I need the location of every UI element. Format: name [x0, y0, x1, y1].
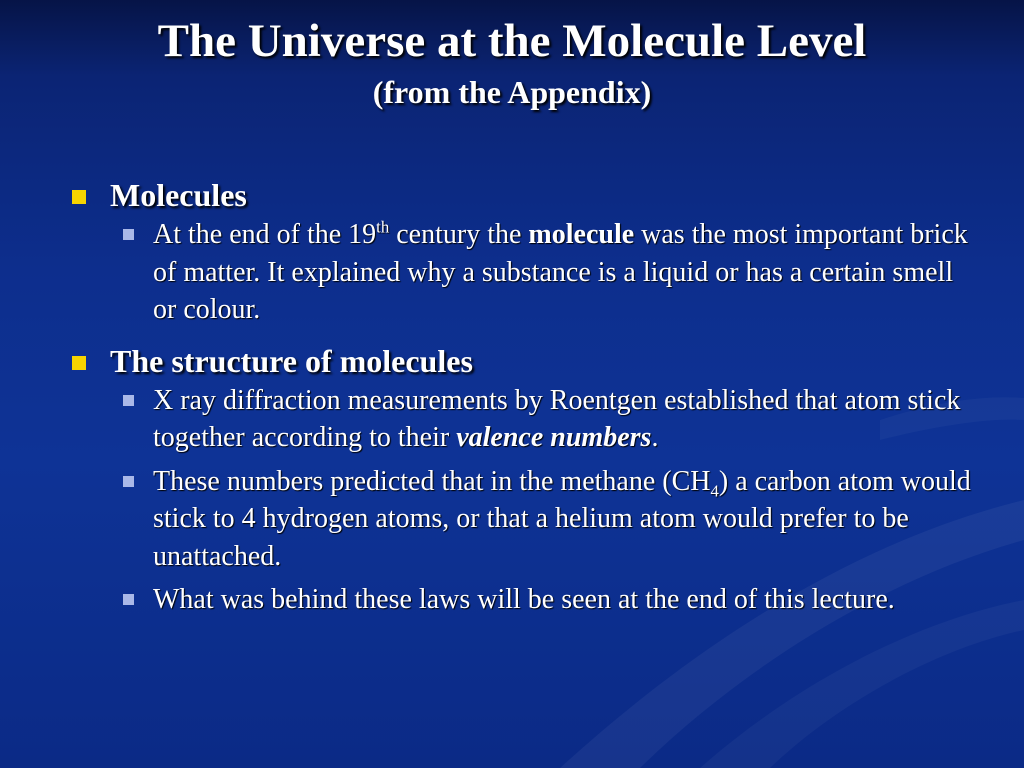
sub-bullet-end-of-lecture [153, 581, 973, 619]
square-bullet-icon [72, 190, 86, 204]
slide-subtitle: (from the Appendix) [372, 74, 652, 110]
title-block [0, 10, 1024, 112]
sub-bullet-molecule-history [153, 216, 973, 329]
square-bullet-icon [123, 594, 134, 605]
superscript-th: th [376, 217, 390, 237]
text-part: X ray diffraction measurements by Roentgen established that atom stick together according to their [153, 384, 961, 453]
text-part: What was behind these laws will be seen at the end of this lecture. [153, 584, 895, 615]
bullet-molecules [110, 175, 970, 215]
sub-bullet-methane [153, 463, 973, 576]
square-bullet-icon [123, 229, 134, 240]
square-bullet-icon [72, 356, 86, 370]
slide-title: The Universe at the Molecule Level [157, 15, 867, 67]
sub-bullet-xray-diffraction [153, 382, 973, 457]
text-part: At the end of the 19 [153, 219, 377, 250]
bullet-structure-of-molecules [110, 341, 970, 381]
bold-italic-term-valence-numbers: valence numbers [456, 422, 652, 453]
subscript-4: 4 [710, 481, 719, 501]
text-part: . [651, 422, 659, 453]
heading-molecules: Molecules [110, 177, 247, 213]
text-part: century the [389, 219, 529, 250]
heading-structure-of-molecules: The structure of molecules [110, 342, 473, 379]
bold-term-molecule: molecule [528, 219, 635, 250]
square-bullet-icon [123, 476, 134, 487]
text-part: ) a carbon atom would stick to 4 hydrogen atoms, or that a helium atom would prefer to be unattached. [153, 465, 971, 572]
text-part: These numbers predicted that in the methane (CH [153, 465, 711, 497]
square-bullet-icon [123, 395, 134, 406]
slide-content [0, 175, 1024, 625]
text-part: was the most important brick of matter. It explained why a substance is a liquid or has a certain smell or colour. [153, 219, 968, 325]
